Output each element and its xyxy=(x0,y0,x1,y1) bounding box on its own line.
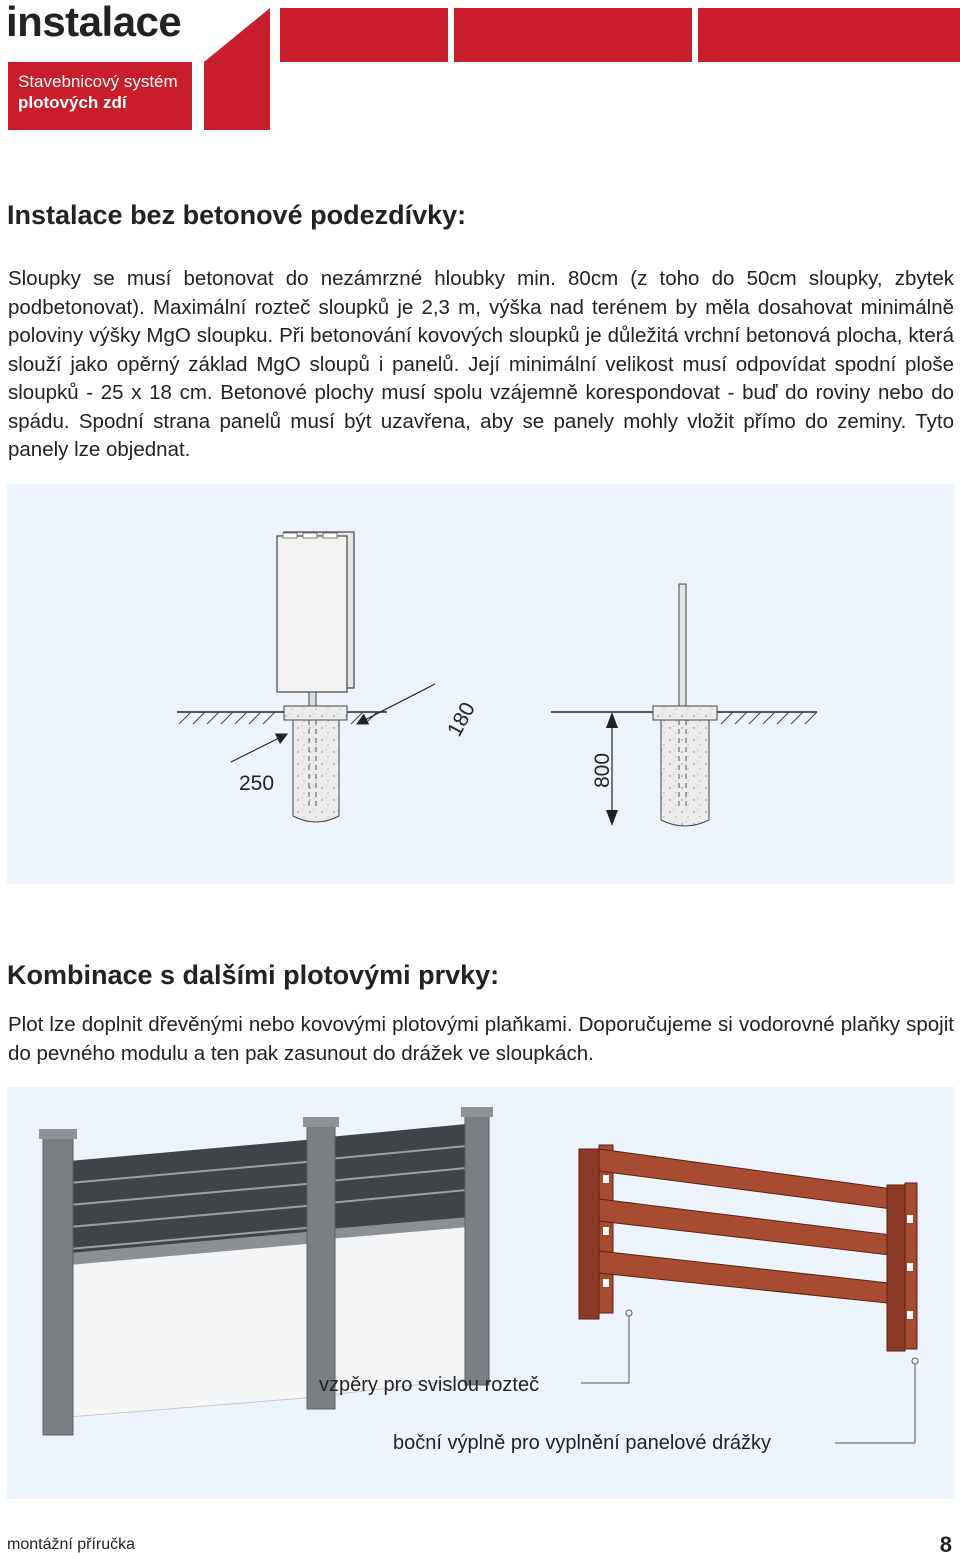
callout-dot-fill xyxy=(912,1358,918,1364)
column-slot-3 xyxy=(323,533,337,538)
fence-illustrations xyxy=(7,1087,955,1499)
product-tag xyxy=(8,62,192,130)
frame-left-post xyxy=(579,1149,599,1319)
concrete-pad-right xyxy=(653,706,717,720)
page-title: instalace xyxy=(6,0,182,45)
column-cap-3 xyxy=(461,1107,493,1117)
frame-board-top xyxy=(599,1149,907,1211)
frame-right-post xyxy=(887,1185,905,1351)
product-tag-line-1: Stavebnicový systém xyxy=(18,72,178,91)
wooden-frame-module xyxy=(579,1145,917,1351)
column-cap-2 xyxy=(303,1117,339,1127)
installation-diagram-svg xyxy=(7,484,955,884)
dim-arrowhead-800-bottom xyxy=(606,810,618,826)
column-cap-1 xyxy=(39,1129,77,1139)
steel-post-right xyxy=(679,584,686,708)
header-red-wedge xyxy=(204,8,270,130)
dim-label-180: 180 xyxy=(443,698,480,741)
dim-arrow-180 xyxy=(357,684,435,724)
frame-board-bottom xyxy=(599,1251,907,1305)
mgo-column-2 xyxy=(307,1123,335,1409)
mgo-column-3 xyxy=(465,1113,489,1385)
header-red-block-2 xyxy=(454,8,692,62)
header-red-block-1 xyxy=(280,8,448,62)
footer-manual-label: montážní příručka xyxy=(7,1536,136,1553)
dim-arrowhead-800-top xyxy=(606,712,618,728)
ground-left xyxy=(177,712,387,724)
column-slot-2 xyxy=(303,533,317,538)
mgo-column xyxy=(277,536,347,692)
installation-diagram xyxy=(7,484,955,884)
page-number: 8 xyxy=(939,1532,952,1557)
section-heading-combination: Kombinace s dalšími plotovými prvky: xyxy=(7,960,500,990)
callout-dot-spacers xyxy=(626,1310,632,1316)
mgo-column-1 xyxy=(43,1135,73,1435)
frame-board-middle xyxy=(599,1199,907,1257)
dim-label-800: 800 xyxy=(591,752,614,788)
product-tag-line-2: plotových zdí xyxy=(18,93,127,112)
section-text-combination: Plot lze doplnit dřevěnými nebo kovovými plotovými plaňkami. Doporučujeme si vodorovné plaňky spojit do pevného modulu a ten pak zasunout do drážek ve sloupkách. xyxy=(8,1013,954,1065)
concrete-footing-left xyxy=(293,720,339,822)
column-slot-1 xyxy=(283,533,297,538)
concrete-pad-left xyxy=(284,706,347,720)
mgo-panel-2 xyxy=(329,1219,469,1395)
concrete-footing-right xyxy=(661,720,709,826)
callout-label-side-fill: boční výplně pro vyplnění panelové drážky xyxy=(393,1432,772,1454)
fence-illustrations-svg xyxy=(7,1087,955,1499)
callout-label-spacers: vzpěry pro svislou rozteč xyxy=(319,1374,540,1396)
dim-label-250: 250 xyxy=(239,772,275,795)
section-text-installation: Sloupky se musí betonovat do nezámrzné hloubky min. 80cm (z toho do 50cm sloupky, zbytek podbetonovat). Maximální rozteč sloupků je 2,3 m, výška nad terénem by měla dosahovat minimálně poloviny výšky MgO sloupku. Při betonování kovových sloupků je důležitá vrchní betonová plocha, která slouží jako opěrný základ MgO sloupů i panelů. Její minimální velikost musí odpovídat spodní ploše sloupků - 25 x 18 cm. Betonové plochy musí spolu vzájemně korespondovat - buď do roviny nebo do spádu. Spodní strana panelů musí být uzavřena, aby se panely mohly vložit přímo do zeminy. Tyto panely lze objednat. xyxy=(8,267,954,461)
dim-arrow-250 xyxy=(231,734,287,762)
section-heading-installation: Instalace bez betonové podezdívky: xyxy=(7,200,467,230)
mgo-column-assembly xyxy=(277,532,354,710)
header-red-block-3 xyxy=(698,8,960,62)
